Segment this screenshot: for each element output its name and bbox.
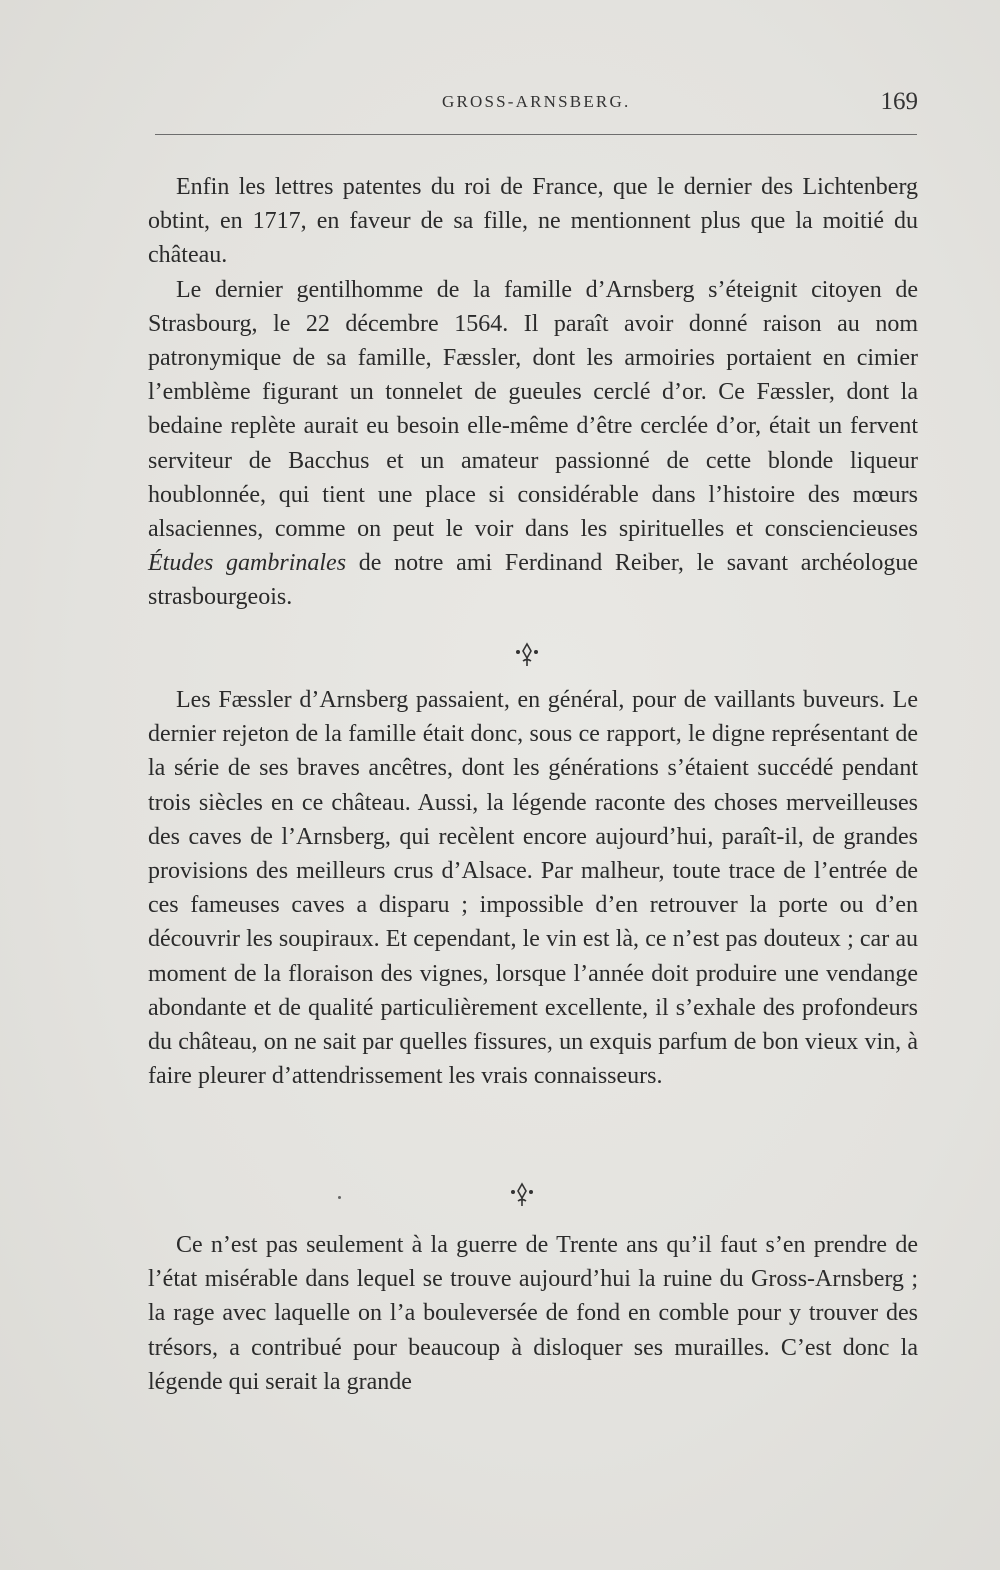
paragraph-text-end: de notre ami Ferdinand Reiber, le savant archéologue strasbourgeois. xyxy=(148,550,918,611)
header-rule xyxy=(155,134,917,135)
book-title-reference: Études gambrinales xyxy=(148,550,347,577)
page-number: 169 xyxy=(880,88,918,115)
print-speck xyxy=(338,1196,341,1199)
running-head xyxy=(150,88,918,122)
fleuron-icon xyxy=(512,642,542,668)
paragraph xyxy=(148,273,918,615)
fleuron-icon xyxy=(507,1182,537,1208)
text-section-3 xyxy=(148,1228,918,1399)
paragraph: Ce n’est pas seulement à la guerre de Trente ans qu’il faut s’en prendre de l’état misérable dans lequel se trouve aujourd’hui la ruine du Gross-Arnsberg ; la rage avec laquelle on l’a bouleversée de fond en comble pour y trouver des trésors, a contribué pour beaucoup à disloquer ses murailles. C’est donc la légende qui serait la grande xyxy=(148,1232,918,1395)
running-title: GROSS-ARNSBERG. xyxy=(442,92,631,111)
text-section-2 xyxy=(148,683,918,1093)
paragraph: Les Fæssler d’Arnsberg passaient, en général, pour de vaillants buveurs. Le dernier rejeton de la famille était donc, sous ce rapport, le digne représentant de la série de ses braves ancêtres, dont les générations s’étaient succédé pendant trois siècles en ce château. Aussi, la légende raconte des choses merveilleuses des caves de l’Arnsberg, qui recèlent encore aujourd’hui, paraît-il, de grandes provisions des meilleurs crus d’Alsace. Par malheur, toute trace de l’entrée de ces fameuses caves a disparu ; impossible d’en retrouver la porte ou d’en découvrir les soupiraux. Et cependant, le vin est là, ce n’est pas douteux ; car au moment de la floraison des vignes, lorsque l’année doit produire une vendange abondante et de qualité particulièrement excellente, il s’exhale des profondeurs du château, on ne sait par quelles fissures, un exquis parfum de bon vieux vin, à faire pleurer d’attendrissement les vrais connaisseurs. xyxy=(148,687,918,1090)
paragraph: Enfin les lettres patentes du roi de France, que le dernier des Lichtenberg obtint, en 1717, en faveur de sa fille, ne mentionnent plus que la moitié du château. xyxy=(148,174,918,269)
text-section-1 xyxy=(148,170,918,615)
paragraph-text: Le dernier gentilhomme de la famille d’Arnsberg s’éteignit citoyen de Strasbourg, le 22 décembre 1564. Il paraît avoir donné raison au nom patronymique de sa famille, Fæssler, dont les armoiries portaient en cimier l’emblème figurant un tonnelet de gueules cerclé d’or. Ce Fæssler, dont la bedaine replète aurait eu besoin elle-même d’être cerclée d’or, était un fervent serviteur de Bacchus et un amateur passionné de cette blonde liqueur houblonnée, qui tient une place si considérable dans l’histoire des mœurs alsaciennes, comme on peut le voir dans les spirituelles et consciencieuses xyxy=(148,276,918,543)
